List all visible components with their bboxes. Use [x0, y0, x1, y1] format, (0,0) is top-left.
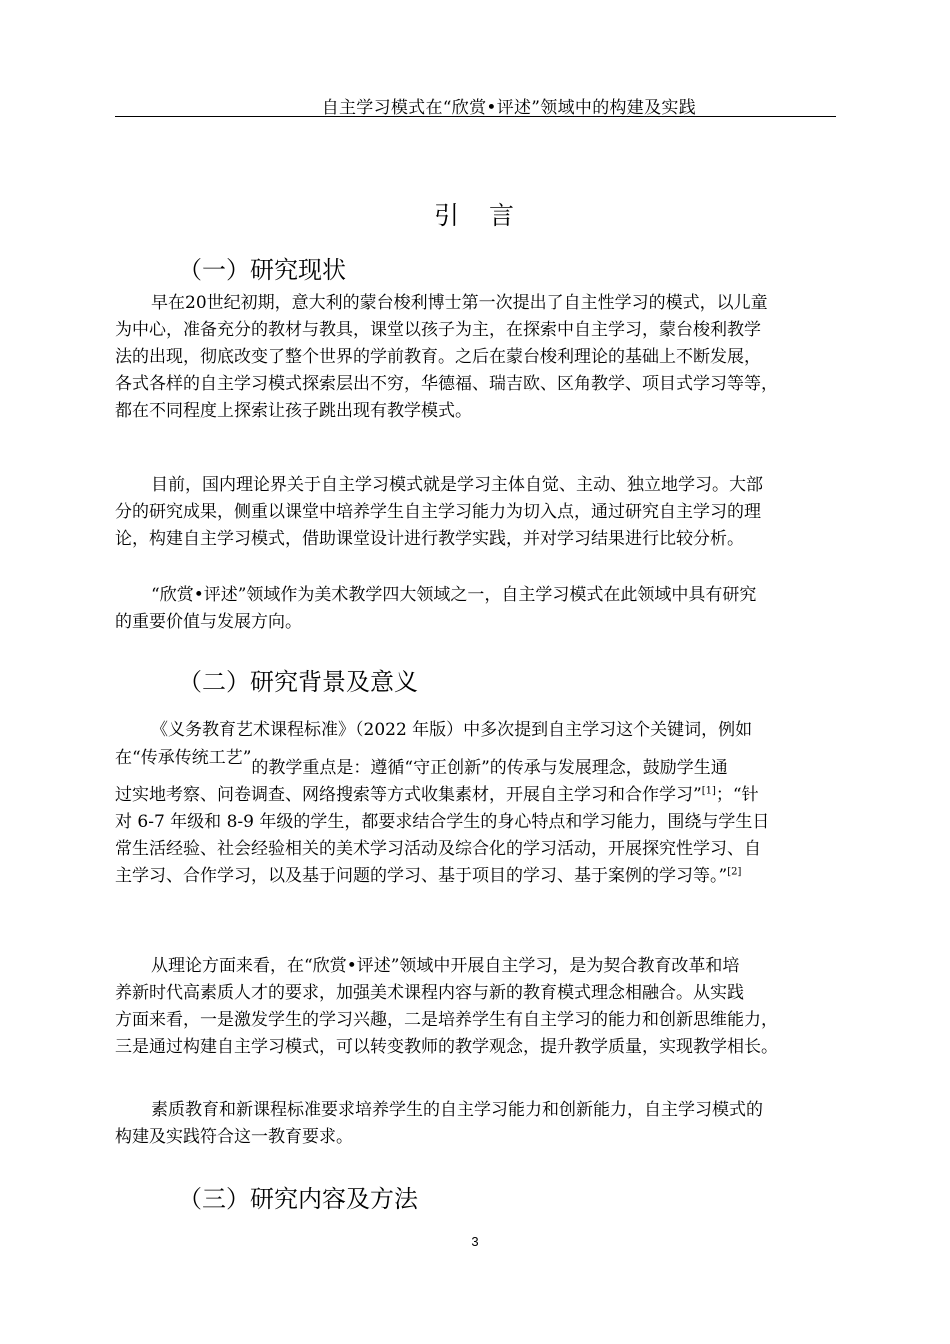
text-line: “欣赏•评述”领域作为美术教学四大领域之一，自主学习模式在此领域中具有研究 [151, 585, 757, 605]
text-fragment: ” [242, 748, 252, 768]
text-line: 《义务教育艺术课程标准》（2022 年版）中多次提到自主学习这个关键词，例如 [151, 720, 753, 740]
header-rule [115, 116, 836, 117]
text-fragment: 过实地考察、问卷调查、网络搜索等方式收集素材，开展自主学习和合作学习” [115, 785, 702, 805]
paragraph-research-status-2 [115, 472, 865, 553]
section-title-char: 言 [489, 201, 517, 230]
text-line: 从理论方面来看，在“欣赏•评述”领域中开展自主学习，是为契合教育改革和培 [151, 956, 740, 976]
text-line: 方面来看，一是激发学生的学习兴趣，二是培养学生有自主学习的能力和创新思维能力， [115, 1010, 778, 1030]
paragraph-research-status-3 [115, 582, 865, 636]
text-line: 分的研究成果，侧重以课堂中培养学生自主学习能力为切入点，通过研究自主学习的理 [115, 502, 761, 522]
page-number: 3 [471, 1234, 479, 1249]
text-line: 为中心，准备充分的教材与教具，课堂以孩子为主，在探索中自主学习，蒙台梭利教学 [115, 320, 761, 340]
section-title-char: 引 [433, 201, 461, 230]
heading-background-significance: （二）研究背景及意义 [178, 668, 418, 696]
paragraph-research-status-1 [115, 290, 865, 425]
citation-ref[interactable]: [2] [727, 866, 742, 878]
text-line: 各式各样的自主学习模式探索层出不穷，华德福、瑞吉欧、区角教学、项目式学习等等， [115, 374, 778, 394]
text-fragment: 主学习、合作学习，以及基于问题的学习、基于项目的学习、基于案例的学习等。” [115, 866, 728, 886]
text-line [115, 744, 865, 782]
paragraph-background-1 [115, 717, 865, 890]
text-line: 都在不同程度上探索让孩子跳出现有教学模式。 [115, 401, 472, 421]
text-line: 论，构建自主学习模式，借助课堂设计进行教学实践，并对学习结果进行比较分析。 [115, 529, 744, 549]
text-line: 目前，国内理论界关于自主学习模式就是学习主体自觉、主动、独立地学习。大部 [151, 475, 763, 495]
text-line: 对 6-7 年级和 8-9 年级的学生，都要求结合学生的身心特点和学习能力，围绕与学生日 [115, 812, 770, 832]
text-line: 构建及实践符合这一教育要求。 [115, 1127, 353, 1147]
text-line: 早在20世纪初期，意大利的蒙台梭利博士第一次提出了自主性学习的模式，以儿童 [151, 293, 768, 313]
section-title [0, 196, 950, 232]
text-line: 素质教育和新课程标准要求培养学生的自主学习能力和创新能力，自主学习模式的 [151, 1100, 763, 1120]
text-line: 常生活经验、社会经验相关的美术学习活动及综合化的学习活动，开展探究性学习、自 [115, 839, 761, 859]
text-fragment: ；“针 [715, 785, 759, 805]
text-line: 法的出现，彻底改变了整个世界的学前教育。之后在蒙台梭利理论的基础上不断发展， [115, 347, 761, 367]
paragraph-background-2 [115, 953, 865, 1061]
heading-research-status: （一）研究现状 [178, 256, 346, 284]
text-line: 养新时代高素质人才的要求，加强美术课程内容与新的教育模式理念相融合。从实践 [115, 983, 744, 1003]
text-line [115, 863, 865, 890]
text-line: 的重要价值与发展方向。 [115, 612, 302, 632]
paragraph-background-3 [115, 1097, 865, 1151]
heading-content-methods: （三）研究内容及方法 [178, 1185, 418, 1213]
citation-ref[interactable]: [1] [701, 785, 716, 797]
text-line: 三是通过构建自主学习模式，可以转变教师的教学观念，提升教学质量，实现教学相长。 [115, 1037, 778, 1057]
text-fragment: 在“传承传统工艺 [115, 748, 243, 768]
text-fragment: 的教学重点是：遵循“守正创新”的传承与发展理念，鼓励学生通 [251, 758, 728, 778]
running-header: 自主学习模式在“欣赏•评述”领域中的构建及实践 [321, 98, 696, 118]
text-line [115, 782, 865, 809]
